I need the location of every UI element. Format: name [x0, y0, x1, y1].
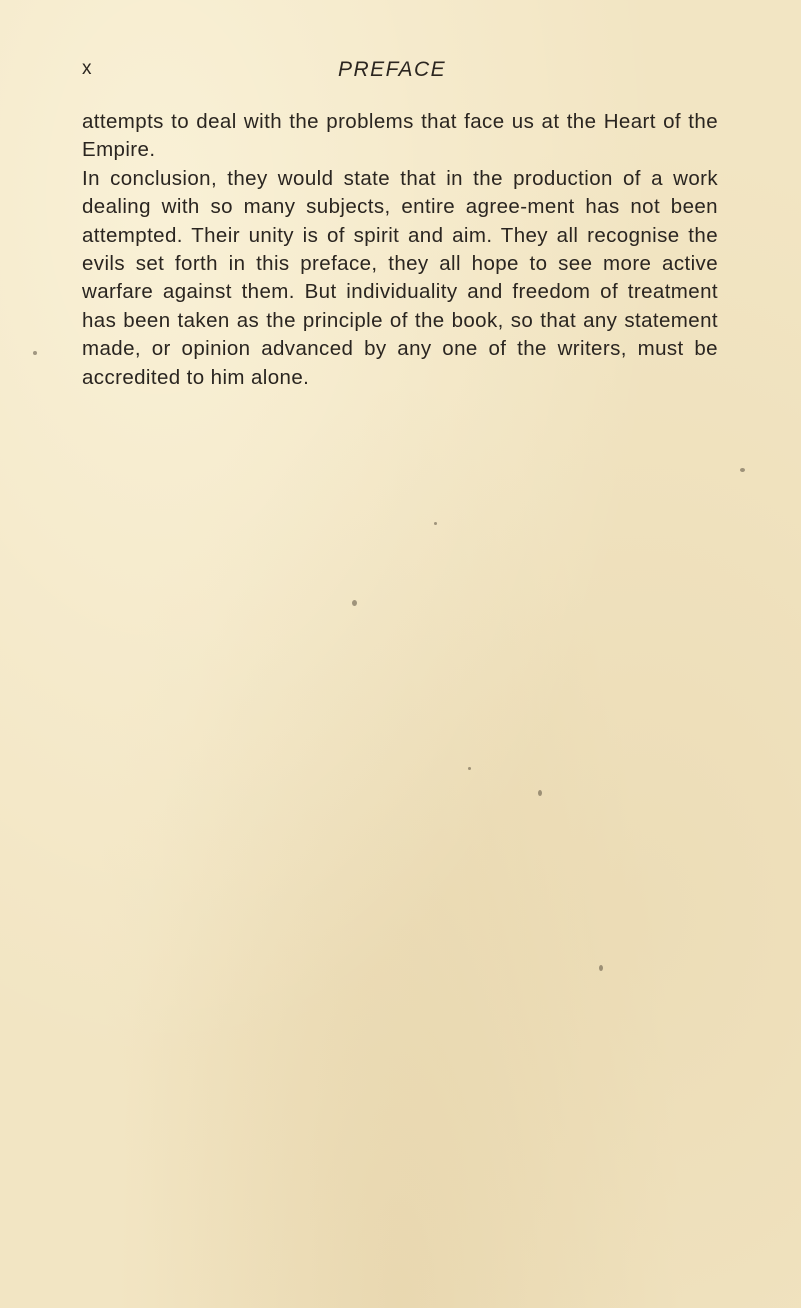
paragraph-conclusion: In conclusion, they would state that in the production of a work dealing with so many subjects, entire agree-ment has not been attempted. Their unity is of spirit and aim. They all recognise the evils set forth in this preface, they all hope to see more active warfare against them. But individuality and freedom of treatment has been taken as the principle of the book, so that any statement made, or opinion advanced by any one of the writers, must be accredited to him alone. [82, 166, 718, 389]
paper-speck [740, 468, 745, 472]
paragraph-continuation: attempts to deal with the problems that face us at the Heart of the Empire. [82, 110, 718, 162]
page-number: x [82, 58, 93, 79]
paper-speck [434, 522, 437, 525]
paper-speck [468, 767, 471, 770]
body-text [82, 108, 718, 392]
paper-speck [538, 790, 542, 796]
paper-speck [599, 965, 603, 971]
paper-speck [352, 600, 357, 606]
paper-speck [33, 351, 37, 355]
page-header [82, 58, 718, 88]
running-head: PREFACE [338, 58, 447, 81]
